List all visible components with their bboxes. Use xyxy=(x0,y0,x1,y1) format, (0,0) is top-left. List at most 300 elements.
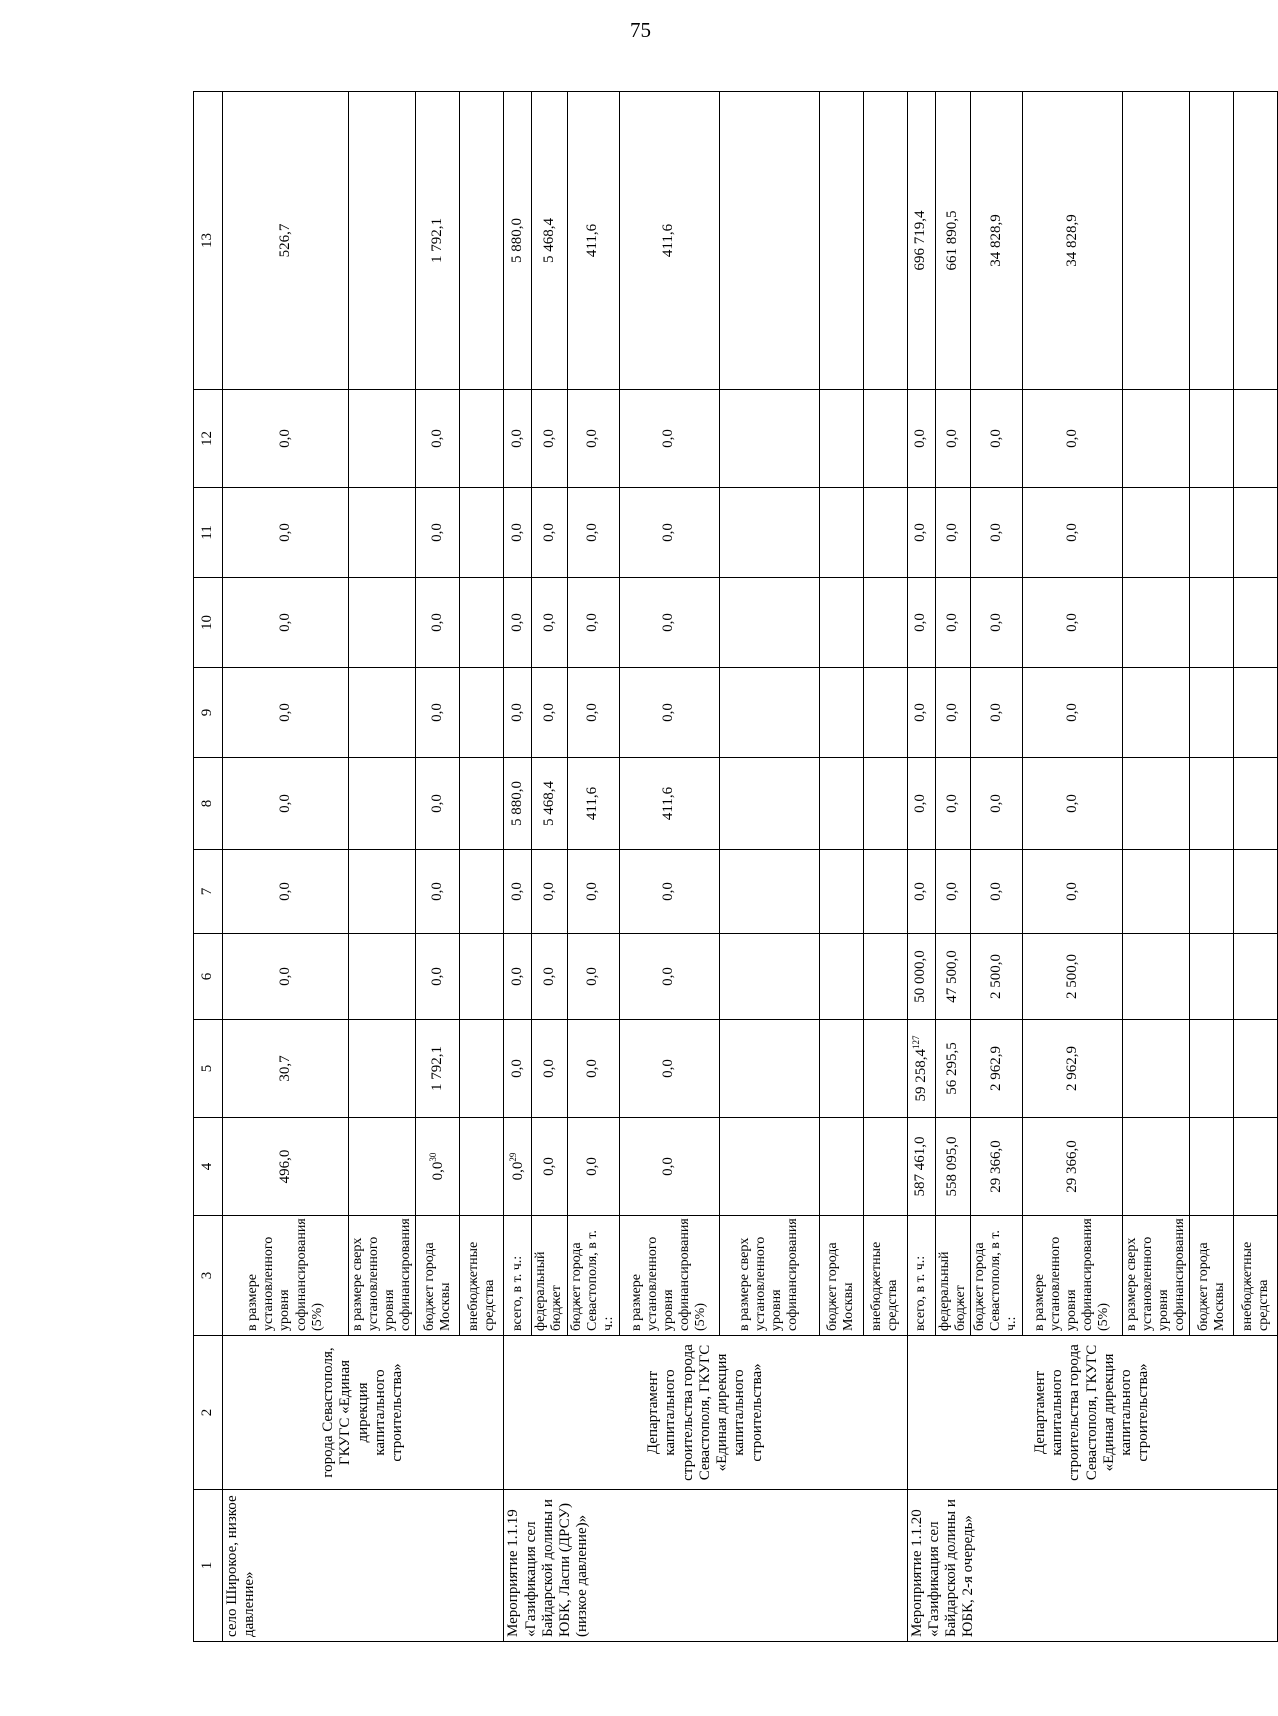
value-text: 0,0 xyxy=(944,613,961,632)
value-text: 0,0 xyxy=(276,882,293,901)
value-cell-col-5 xyxy=(1022,1020,1122,1118)
value-text: 0,0 xyxy=(987,613,1004,632)
header-cell: 1 xyxy=(194,1490,223,1642)
value-text: 30,7 xyxy=(276,1055,293,1082)
value-cell-col-12 xyxy=(970,390,1022,488)
value-text: 0,0 xyxy=(584,703,601,722)
value-text: 411,6 xyxy=(660,223,677,258)
value-text: 0,0 xyxy=(584,613,601,632)
value-text: 1 792,1 xyxy=(429,1046,446,1091)
value-text: 2 962,9 xyxy=(1063,1046,1080,1091)
value-cell-col-9 xyxy=(935,668,970,758)
value-cell-col-5 xyxy=(907,1020,935,1118)
value-cell-col-7 xyxy=(532,850,567,934)
value-text: 5 880,0 xyxy=(509,781,526,826)
value-text: 56 295,5 xyxy=(944,1042,961,1095)
value-text: 0,0 xyxy=(429,882,446,901)
value-cell-col-10 xyxy=(532,578,567,668)
value-cell-col-6 xyxy=(223,934,349,1020)
value-cell-col-8 xyxy=(504,758,532,850)
value-cell-col-5 xyxy=(567,1020,619,1118)
value-cell-col-11 xyxy=(1190,488,1234,578)
value-text: 0,0 xyxy=(1063,794,1080,813)
funding-source-cell: в размере установленного уровня софинансирования (5%) xyxy=(1022,1216,1122,1336)
value-cell-col-10 xyxy=(819,578,863,668)
value-cell-col-5 xyxy=(349,1020,416,1118)
value-cell-col-4 xyxy=(935,1118,970,1216)
value-text: 0,0 xyxy=(430,1161,447,1181)
value-text: 0,0 xyxy=(540,523,557,542)
value-text: 0,0 xyxy=(429,523,446,542)
value-cell-col-13 xyxy=(1022,92,1122,390)
value-cell-col-12 xyxy=(1022,390,1122,488)
footnote-marker: 30 xyxy=(428,1152,439,1162)
value-text: 0,0 xyxy=(540,613,557,632)
value-cell-col-10 xyxy=(1122,578,1189,668)
value-text: 0,0 xyxy=(944,882,961,901)
value-cell-col-5 xyxy=(532,1020,567,1118)
value-cell-col-4 xyxy=(1122,1118,1189,1216)
page-number: 75 xyxy=(630,18,651,42)
value-cell-col-5 xyxy=(719,1020,819,1118)
value-text: 0,0 xyxy=(429,967,446,986)
value-cell-col-6 xyxy=(1022,934,1122,1020)
value-cell-col-12 xyxy=(532,390,567,488)
value-text: 29 366,0 xyxy=(1063,1140,1080,1193)
value-text: 0,0 xyxy=(660,613,677,632)
value-cell-col-11 xyxy=(863,488,907,578)
value-text: 0,0 xyxy=(1063,523,1080,542)
value-cell-col-12 xyxy=(349,390,416,488)
value-cell-col-9 xyxy=(1022,668,1122,758)
value-text: 661 890,5 xyxy=(944,210,961,271)
value-cell-col-6 xyxy=(970,934,1022,1020)
value-text: 558 095,0 xyxy=(944,1136,961,1197)
value-cell-col-11 xyxy=(619,488,719,578)
value-text: 0,0 xyxy=(509,613,526,632)
value-cell-col-13 xyxy=(532,92,567,390)
value-cell-col-10 xyxy=(935,578,970,668)
value-text: 0,0 xyxy=(584,967,601,986)
value-cell-col-12 xyxy=(619,390,719,488)
value-cell-col-13 xyxy=(416,92,460,390)
value-cell-col-5 xyxy=(504,1020,532,1118)
value-cell-col-13 xyxy=(223,92,349,390)
value-cell-col-7 xyxy=(863,850,907,934)
value-cell-col-9 xyxy=(970,668,1022,758)
header-cell: 5 xyxy=(194,1020,223,1118)
value-cell-col-13 xyxy=(619,92,719,390)
value-cell-col-9 xyxy=(416,668,460,758)
value-cell-col-12 xyxy=(719,390,819,488)
value-text: 0,0 xyxy=(540,967,557,986)
value-text: 0,0 xyxy=(1063,882,1080,901)
value-cell-col-12 xyxy=(907,390,935,488)
value-cell-col-6 xyxy=(532,934,567,1020)
value-cell-col-10 xyxy=(349,578,416,668)
value-cell-col-10 xyxy=(1234,578,1278,668)
value-cell-col-6 xyxy=(907,934,935,1020)
value-text: 0,0 xyxy=(660,429,677,448)
value-cell-col-4 xyxy=(349,1118,416,1216)
value-text: 0,0 xyxy=(276,703,293,722)
value-cell-col-11 xyxy=(504,488,532,578)
value-cell-col-12 xyxy=(567,390,619,488)
value-cell-col-8 xyxy=(460,758,504,850)
value-cell-col-12 xyxy=(416,390,460,488)
value-cell-col-7 xyxy=(1022,850,1122,934)
value-text: 0,0 xyxy=(510,1161,527,1181)
value-cell-col-11 xyxy=(1022,488,1122,578)
value-text: 2 962,9 xyxy=(987,1046,1004,1091)
value-text: 34 828,9 xyxy=(1063,214,1080,267)
value-text: 0,0 xyxy=(660,1157,677,1176)
funding-source-cell: в размере сверх установленного уровня софинансирования xyxy=(1122,1216,1189,1336)
value-cell-col-9 xyxy=(907,668,935,758)
value-cell-col-10 xyxy=(619,578,719,668)
value-cell-col-8 xyxy=(1234,758,1278,850)
value-text: 0,0 xyxy=(912,882,929,901)
value-cell-col-7 xyxy=(223,850,349,934)
value-cell-col-9 xyxy=(532,668,567,758)
header-cell: 4 xyxy=(194,1118,223,1216)
value-text: 411,6 xyxy=(584,223,601,258)
value-cell-col-7 xyxy=(719,850,819,934)
value-cell-col-12 xyxy=(1234,390,1278,488)
value-text: 50 000,0 xyxy=(912,950,929,1003)
value-text: 587 461,0 xyxy=(912,1136,929,1197)
value-cell-col-4 xyxy=(819,1118,863,1216)
value-text: 0,0 xyxy=(276,429,293,448)
value-text: 0,0 xyxy=(944,703,961,722)
value-cell-col-11 xyxy=(907,488,935,578)
value-cell-col-12 xyxy=(504,390,532,488)
value-text: 0,0 xyxy=(1063,703,1080,722)
header-cell: 9 xyxy=(194,668,223,758)
value-cell-col-7 xyxy=(970,850,1022,934)
value-cell-col-4 xyxy=(504,1118,532,1216)
value-cell-col-5 xyxy=(619,1020,719,1118)
value-cell-col-6 xyxy=(935,934,970,1020)
value-cell-col-6 xyxy=(460,934,504,1020)
value-cell-col-8 xyxy=(819,758,863,850)
value-cell-col-11 xyxy=(1122,488,1189,578)
value-cell-col-7 xyxy=(504,850,532,934)
value-text: 0,0 xyxy=(276,613,293,632)
value-text: 0,0 xyxy=(540,882,557,901)
value-cell-col-9 xyxy=(1122,668,1189,758)
funding-source-cell: бюджет города Москвы xyxy=(1190,1216,1234,1336)
value-cell-col-7 xyxy=(349,850,416,934)
header-cell: 7 xyxy=(194,850,223,934)
value-text: 47 500,0 xyxy=(944,950,961,1003)
value-cell-col-4 xyxy=(223,1118,349,1216)
value-cell-col-6 xyxy=(719,934,819,1020)
value-cell-col-9 xyxy=(223,668,349,758)
value-cell-col-9 xyxy=(1234,668,1278,758)
value-cell-col-8 xyxy=(935,758,970,850)
value-cell-col-9 xyxy=(863,668,907,758)
value-cell-col-10 xyxy=(416,578,460,668)
value-cell-col-6 xyxy=(567,934,619,1020)
value-cell-col-9 xyxy=(349,668,416,758)
value-cell-col-13 xyxy=(460,92,504,390)
value-cell-col-6 xyxy=(416,934,460,1020)
value-cell-col-6 xyxy=(1234,934,1278,1020)
value-cell-col-9 xyxy=(719,668,819,758)
value-cell-col-8 xyxy=(349,758,416,850)
value-text: 0,0 xyxy=(584,523,601,542)
value-text: 0,0 xyxy=(540,429,557,448)
funding-source-cell: бюджет города Севастополя, в т. ч.: xyxy=(567,1216,619,1336)
funding-source-cell: в размере сверх установленного уровня софинансирования xyxy=(349,1216,416,1336)
funding-source-cell: внебюджетные средства xyxy=(1234,1216,1278,1336)
value-text: 0,0 xyxy=(660,523,677,542)
funding-source-cell: всего, в т. ч.: xyxy=(907,1216,935,1336)
value-cell-col-8 xyxy=(223,758,349,850)
value-cell-col-4 xyxy=(416,1118,460,1216)
value-cell-col-12 xyxy=(819,390,863,488)
value-text: 0,0 xyxy=(276,967,293,986)
value-text: 0,0 xyxy=(987,882,1004,901)
funding-source-cell: бюджет города Москвы xyxy=(819,1216,863,1336)
value-cell-col-11 xyxy=(460,488,504,578)
table-row xyxy=(907,92,935,1642)
value-cell-col-4 xyxy=(1190,1118,1234,1216)
header-cell: 12 xyxy=(194,390,223,488)
value-text: 496,0 xyxy=(276,1149,293,1184)
value-cell-col-6 xyxy=(1190,934,1234,1020)
header-cell: 2 xyxy=(194,1336,223,1490)
value-text: 0,0 xyxy=(276,523,293,542)
rotated-table-container xyxy=(193,92,1271,1642)
value-cell-col-11 xyxy=(819,488,863,578)
value-cell-col-11 xyxy=(719,488,819,578)
value-cell-col-8 xyxy=(1022,758,1122,850)
value-text: 0,0 xyxy=(429,613,446,632)
value-cell-col-10 xyxy=(460,578,504,668)
value-cell-col-8 xyxy=(416,758,460,850)
table-body xyxy=(194,92,1278,1642)
value-text: 526,7 xyxy=(276,223,293,258)
value-cell-col-8 xyxy=(619,758,719,850)
value-cell-col-13 xyxy=(907,92,935,390)
value-cell-col-5 xyxy=(1234,1020,1278,1118)
measure-name-cell: Мероприятие 1.1.20 «Газификация сел Байдарской долины и ЮБК, 2-я очередь» xyxy=(907,1490,1278,1642)
value-cell-col-10 xyxy=(504,578,532,668)
value-cell-col-9 xyxy=(619,668,719,758)
value-cell-col-4 xyxy=(619,1118,719,1216)
value-cell-col-5 xyxy=(935,1020,970,1118)
value-cell-col-7 xyxy=(1234,850,1278,934)
value-cell-col-5 xyxy=(223,1020,349,1118)
value-cell-col-12 xyxy=(1190,390,1234,488)
value-cell-col-4 xyxy=(907,1118,935,1216)
value-text: 411,6 xyxy=(584,786,601,821)
value-text: 59 258,4 xyxy=(913,1049,930,1102)
measure-name-cell: село Широкое, низкое давление» xyxy=(223,1490,504,1642)
value-cell-col-10 xyxy=(907,578,935,668)
value-text: 0,0 xyxy=(509,967,526,986)
value-cell-col-7 xyxy=(619,850,719,934)
value-cell-col-4 xyxy=(863,1118,907,1216)
value-text: 0,0 xyxy=(509,882,526,901)
value-cell-col-11 xyxy=(416,488,460,578)
value-cell-col-5 xyxy=(863,1020,907,1118)
value-cell-col-4 xyxy=(532,1118,567,1216)
value-cell-col-5 xyxy=(970,1020,1022,1118)
value-text: 1 792,1 xyxy=(429,218,446,263)
value-cell-col-7 xyxy=(1190,850,1234,934)
value-text: 34 828,9 xyxy=(987,214,1004,267)
value-cell-col-13 xyxy=(719,92,819,390)
value-cell-col-13 xyxy=(567,92,619,390)
value-text: 0,0 xyxy=(912,703,929,722)
value-cell-col-8 xyxy=(863,758,907,850)
value-text: 2 500,0 xyxy=(1063,954,1080,999)
value-text: 0,0 xyxy=(944,794,961,813)
value-cell-col-13 xyxy=(970,92,1022,390)
value-cell-col-8 xyxy=(1190,758,1234,850)
value-cell-col-10 xyxy=(863,578,907,668)
value-cell-col-7 xyxy=(819,850,863,934)
footnote-marker: 29 xyxy=(508,1152,519,1162)
value-cell-col-10 xyxy=(1022,578,1122,668)
value-text: 0,0 xyxy=(429,429,446,448)
value-cell-col-9 xyxy=(567,668,619,758)
value-text: 0,0 xyxy=(1063,429,1080,448)
value-cell-col-11 xyxy=(567,488,619,578)
value-cell-col-9 xyxy=(460,668,504,758)
value-cell-col-13 xyxy=(863,92,907,390)
measure-name-cell: Мероприятие 1.1.19 «Газификация сел Байдарской долины и ЮБК, Ласпи (ДРСУ) (низкое давление)» xyxy=(504,1490,907,1642)
value-cell-col-13 xyxy=(1234,92,1278,390)
funding-source-cell: бюджет города Москвы xyxy=(416,1216,460,1336)
value-cell-col-7 xyxy=(1122,850,1189,934)
value-cell-col-9 xyxy=(504,668,532,758)
value-text: 0,0 xyxy=(987,703,1004,722)
value-cell-col-7 xyxy=(907,850,935,934)
value-text: 0,0 xyxy=(912,429,929,448)
funding-source-cell: в размере установленного уровня софинансирования (5%) xyxy=(223,1216,349,1336)
value-cell-col-11 xyxy=(970,488,1022,578)
value-text: 0,0 xyxy=(912,794,929,813)
value-cell-col-7 xyxy=(935,850,970,934)
funding-source-cell: в размере сверх установленного уровня софинансирования xyxy=(719,1216,819,1336)
value-cell-col-9 xyxy=(819,668,863,758)
value-cell-col-5 xyxy=(1122,1020,1189,1118)
value-cell-col-10 xyxy=(223,578,349,668)
value-text: 2 500,0 xyxy=(987,954,1004,999)
value-text: 5 880,0 xyxy=(509,218,526,263)
value-cell-col-6 xyxy=(1122,934,1189,1020)
value-cell-col-6 xyxy=(504,934,532,1020)
value-text: 0,0 xyxy=(987,429,1004,448)
value-cell-col-6 xyxy=(863,934,907,1020)
value-cell-col-11 xyxy=(935,488,970,578)
value-cell-col-5 xyxy=(1190,1020,1234,1118)
value-cell-col-12 xyxy=(863,390,907,488)
value-cell-col-13 xyxy=(504,92,532,390)
value-text: 696 719,4 xyxy=(912,210,929,271)
header-row xyxy=(194,92,223,1642)
value-cell-col-10 xyxy=(1190,578,1234,668)
value-cell-col-10 xyxy=(567,578,619,668)
footnote-marker: 127 xyxy=(911,1035,922,1049)
table-row xyxy=(223,92,349,1642)
funding-source-cell: внебюджетные средства xyxy=(460,1216,504,1336)
value-cell-col-4 xyxy=(1022,1118,1122,1216)
value-text: 0,0 xyxy=(944,523,961,542)
value-cell-col-10 xyxy=(970,578,1022,668)
value-text: 0,0 xyxy=(429,794,446,813)
value-cell-col-12 xyxy=(935,390,970,488)
value-cell-col-13 xyxy=(819,92,863,390)
value-text: 0,0 xyxy=(912,613,929,632)
value-cell-col-8 xyxy=(532,758,567,850)
value-cell-col-13 xyxy=(1122,92,1189,390)
table-row xyxy=(504,92,532,1642)
value-text: 0,0 xyxy=(509,703,526,722)
value-cell-col-5 xyxy=(460,1020,504,1118)
value-cell-col-4 xyxy=(460,1118,504,1216)
funding-source-cell: в размере установленного уровня софинансирования (5%) xyxy=(619,1216,719,1336)
header-cell: 8 xyxy=(194,758,223,850)
value-text: 0,0 xyxy=(276,794,293,813)
value-text: 29 366,0 xyxy=(987,1140,1004,1193)
value-cell-col-7 xyxy=(567,850,619,934)
funding-source-cell: всего, в т. ч.: xyxy=(504,1216,532,1336)
value-cell-col-8 xyxy=(907,758,935,850)
value-cell-col-11 xyxy=(223,488,349,578)
value-text: 0,0 xyxy=(540,1157,557,1176)
value-cell-col-8 xyxy=(970,758,1022,850)
value-text: 0,0 xyxy=(944,429,961,448)
value-cell-col-5 xyxy=(416,1020,460,1118)
value-cell-col-4 xyxy=(719,1118,819,1216)
value-text: 0,0 xyxy=(509,523,526,542)
value-cell-col-7 xyxy=(416,850,460,934)
value-cell-col-13 xyxy=(935,92,970,390)
value-cell-col-8 xyxy=(1122,758,1189,850)
value-text: 0,0 xyxy=(660,703,677,722)
value-cell-col-8 xyxy=(567,758,619,850)
value-cell-col-6 xyxy=(619,934,719,1020)
value-cell-col-11 xyxy=(1234,488,1278,578)
value-text: 5 468,4 xyxy=(540,781,557,826)
value-text: 0,0 xyxy=(584,1059,601,1078)
executor-cell: Департамент капитального строительства города Севастополя, ГКУГС «Единая дирекция капитального строительства» xyxy=(907,1336,1278,1490)
funding-source-cell: бюджет города Севастополя, в т. ч.: xyxy=(970,1216,1022,1336)
funding-source-cell: внебюджетные средства xyxy=(863,1216,907,1336)
value-text: 0,0 xyxy=(429,703,446,722)
value-cell-col-13 xyxy=(349,92,416,390)
value-cell-col-4 xyxy=(567,1118,619,1216)
header-cell: 13 xyxy=(194,92,223,390)
value-cell-col-11 xyxy=(532,488,567,578)
value-cell-col-13 xyxy=(1190,92,1234,390)
value-text: 0,0 xyxy=(660,967,677,986)
value-text: 0,0 xyxy=(509,1059,526,1078)
executor-cell: Департамент капитального строительства города Севастополя, ГКУГС «Единая дирекция капитального строительства» xyxy=(504,1336,907,1490)
value-cell-col-6 xyxy=(349,934,416,1020)
value-cell-col-7 xyxy=(460,850,504,934)
value-cell-col-8 xyxy=(719,758,819,850)
value-text: 0,0 xyxy=(540,1059,557,1078)
funding-source-cell: федеральный бюджет xyxy=(935,1216,970,1336)
header-cell: 10 xyxy=(194,578,223,668)
value-text: 0,0 xyxy=(509,429,526,448)
